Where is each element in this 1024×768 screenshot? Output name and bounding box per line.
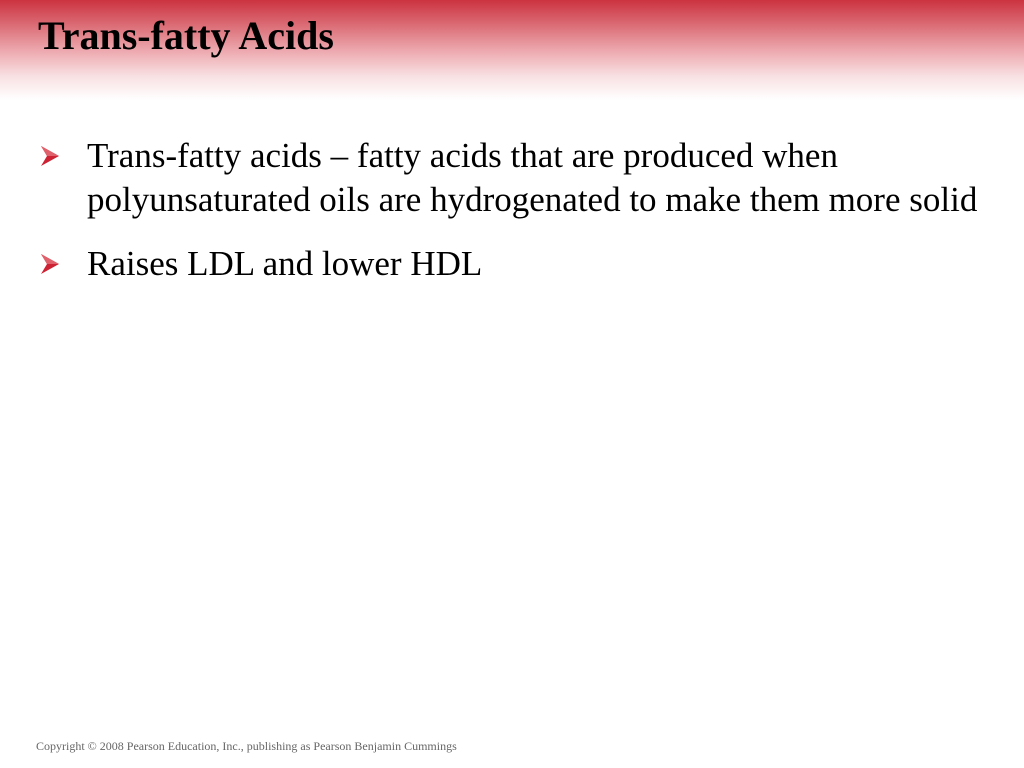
copyright-footer: Copyright © 2008 Pearson Education, Inc., publishing as Pearson Benjamin Cummings — [36, 739, 457, 753]
bullet-item — [38, 134, 988, 222]
bullet-text: Trans-fatty acids – fatty acids that are produced when polyunsaturated oils are hydrogenated to make them more solid — [87, 136, 978, 219]
bullet-item — [38, 242, 988, 286]
slide-title: Trans-fatty Acids — [38, 13, 334, 58]
arrowhead-bullet-icon — [38, 144, 62, 168]
bullet-text: Raises LDL and lower HDL — [87, 244, 483, 283]
arrowhead-bullet-icon — [38, 252, 62, 276]
bullet-list — [38, 134, 988, 306]
